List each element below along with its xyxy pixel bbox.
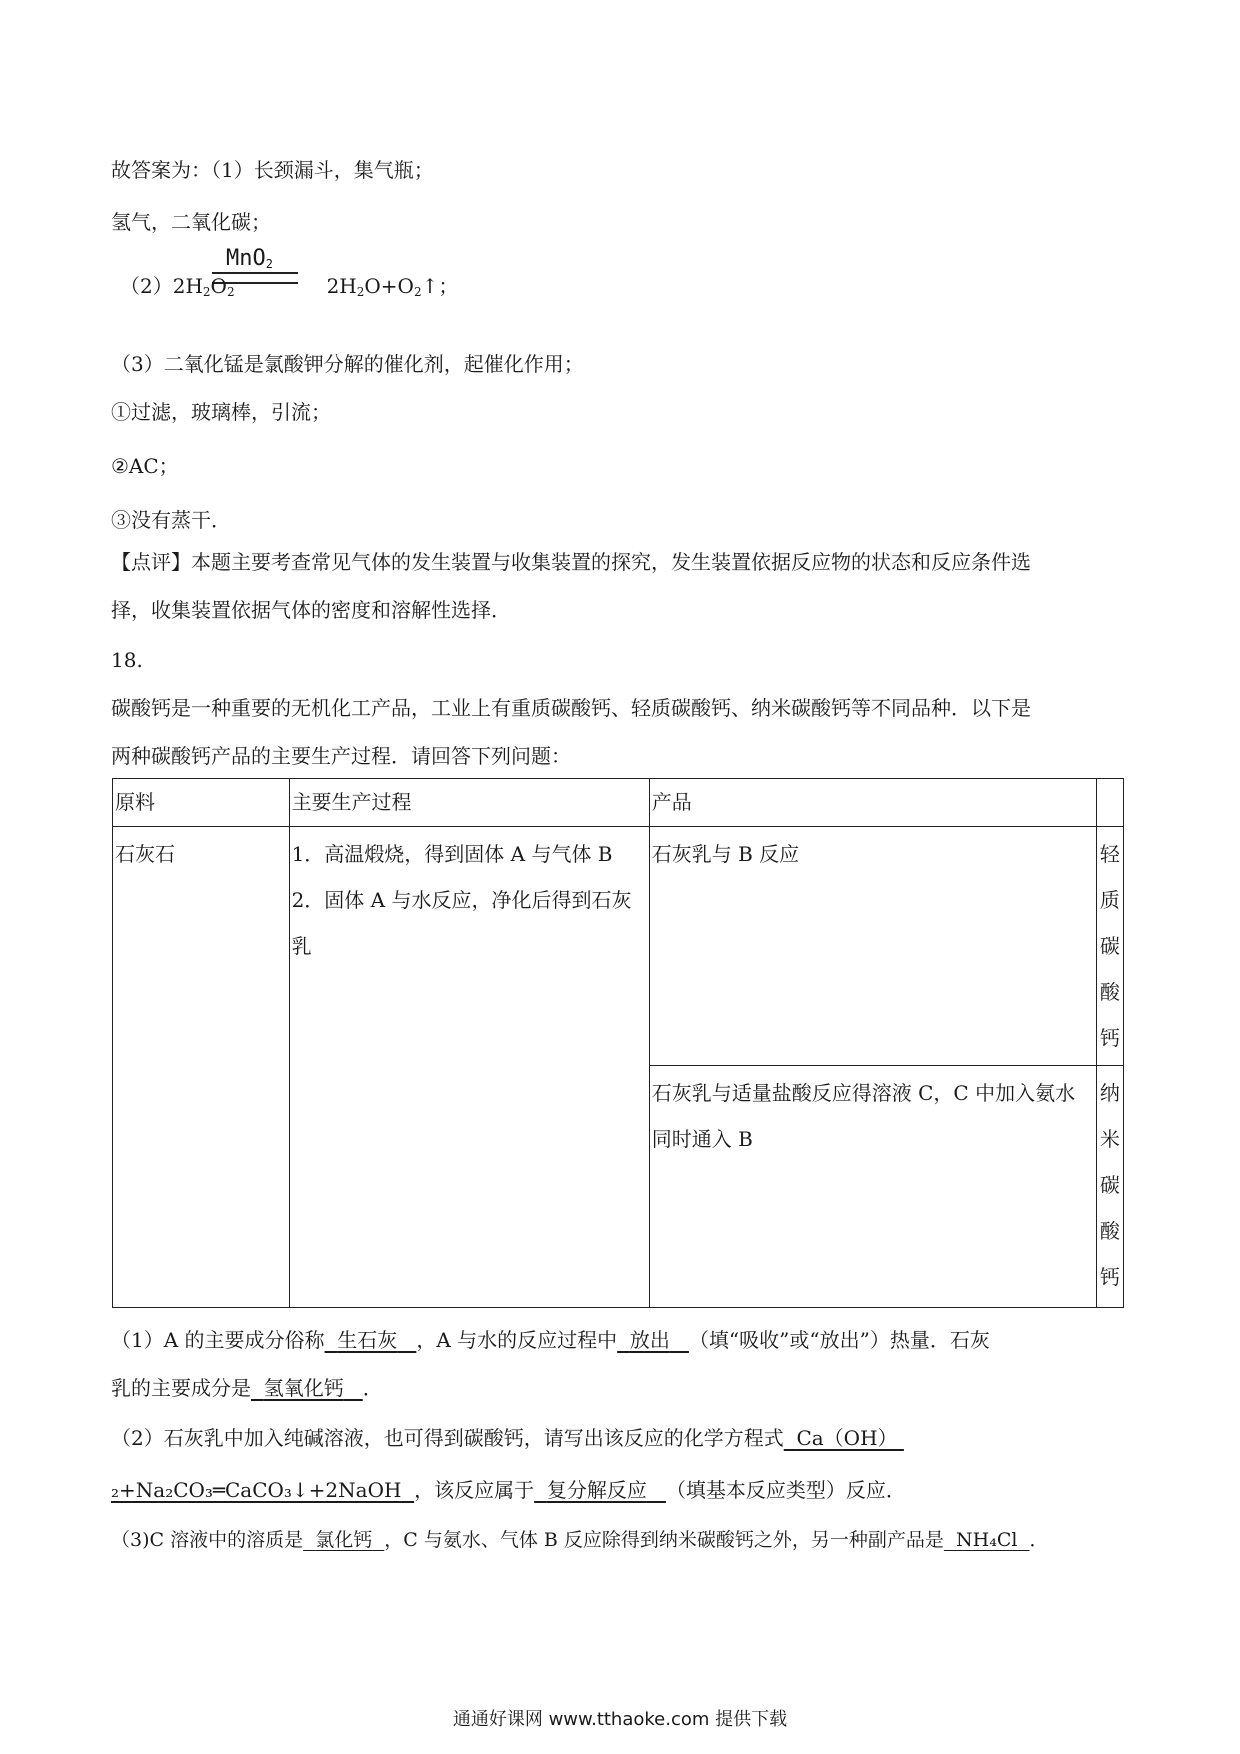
header-product: 产品	[649, 779, 1096, 827]
q1-line-2: 乳的主要成分是 氢氧化钙 ．	[111, 1376, 383, 1400]
product-name-nano: 纳米碳酸钙	[1096, 1066, 1123, 1308]
product-light: 石灰乳与 B 反应	[649, 827, 1096, 1066]
product-name-light: 轻质碳酸钙	[1096, 827, 1123, 1066]
answer-line: 故答案为：（1）长颈漏斗，集气瓶；	[111, 158, 434, 182]
production-table	[112, 778, 1124, 1308]
question-text: 两种碳酸钙产品的主要生产过程．请回答下列问题：	[111, 744, 571, 768]
q2-line: （2）石灰乳中加入纯碱溶液，也可得到碳酸钙，请写出该反应的化学方程式 Ca（OH）	[111, 1426, 898, 1450]
q3-line: （3)C 溶液中的溶质是 氯化钙 ，C 与氨水、气体 B 反应除得到纳米碳酸钙之外，另一种副产品是 NH₄Cl ．	[111, 1529, 1049, 1551]
answer-line: ①过滤，玻璃棒，引流；	[111, 400, 331, 424]
chemical-equation: $(2)2H_2O_2$ $2H_2O+O_2↑$；	[120, 274, 459, 299]
q1-line: （1）A 的主要成分俗称 生石灰 ，A 与水的反应过程中 放出 （填“吸收”或“放出”）热量．石灰	[111, 1328, 990, 1352]
q2-answer-equation-cont: ₂+Na₂CO₃═CaCO₃↓+2NaOH	[111, 1478, 402, 1502]
raw-material: 石灰石	[113, 827, 290, 1308]
q1-answer-3: 氢氧化钙	[263, 1376, 344, 1400]
q2-answer-equation: Ca（OH）	[796, 1426, 898, 1450]
q2-line-2: ₂+Na₂CO₃═CaCO₃↓+2NaOH ，该反应属于 复分解反应 （填基本反应类型）反应．	[111, 1478, 906, 1502]
answer-line: ③没有蒸干．	[111, 508, 231, 532]
product-nano: 石灰乳与适量盐酸反应得溶液 C，C 中加入氨水 同时通入 B	[649, 1066, 1096, 1308]
answer-line: ②AC；	[111, 454, 179, 478]
q1-answer-1: 生石灰	[337, 1328, 398, 1352]
comment-line: 【点评】本题主要考查常见气体的发生装置与收集装置的探究，发生装置依据反应物的状态和反应条件选	[111, 550, 1031, 574]
question-number: 18.	[111, 648, 143, 672]
q3-answer-2: NH₄Cl	[956, 1529, 1018, 1551]
page-footer: 通通好课网 www.tthaoke.com 提供下载	[452, 1709, 788, 1730]
process-steps: 1．高温煅烧，得到固体 A 与气体 B 2．固体 A 与水反应，净化后得到石灰 乳	[289, 827, 649, 1308]
q1-answer-2: 放出	[629, 1328, 670, 1352]
question-text: 碳酸钙是一种重要的无机化工产品，工业上有重质碳酸钙、轻质碳酸钙、纳米碳酸钙等不同品种．以下是	[111, 696, 1031, 720]
q2-answer-type: 复分解反应	[546, 1478, 647, 1502]
header-raw: 原料	[113, 779, 290, 827]
answer-line: 氢气，二氧化碳；	[111, 210, 271, 234]
header-process: 主要生产过程	[289, 779, 649, 827]
comment-line: 择，收集装置依据气体的密度和溶解性选择．	[111, 598, 511, 622]
catalyst-label: MnO$_2$	[226, 246, 273, 271]
header-empty	[1096, 779, 1123, 827]
answer-line: （3）二氧化锰是氯酸钾分解的催化剂，起催化作用；	[111, 352, 584, 376]
q3-answer-1: 氯化钙	[315, 1529, 373, 1551]
